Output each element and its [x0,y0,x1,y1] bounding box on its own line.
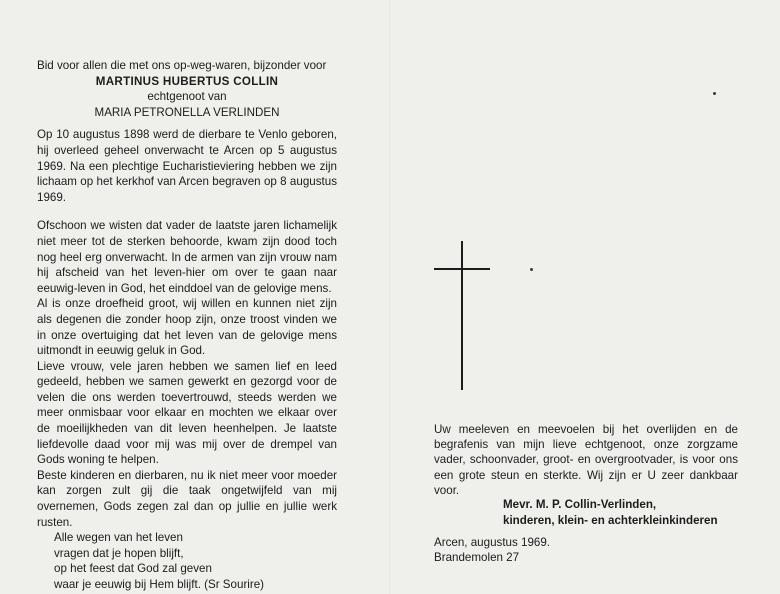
biography-text: Op 10 augustus 1898 werd de dierbare te Venlo geboren, hij overleed geheel onverwacht te Arcen op 5 augustus 1969. Na een plechtige Eucharistieviering hebben we zijn lichaam op het kerkhof van Arcen begraven op 8 augustus 1969. [37,128,337,204]
paragraph-3: Lieve vrouw, vele jaren hebben we samen lief en leed gedeeld, hebben we samen gewerkt en gezorgd voor de velen die ons werden toevertrouwd, steeds werden we meer onmisbaar voor elkaar en mochten we elkaar over de moeilijkheden van dit leven heenhelpen. Je laatste liefdevolle daad voor mij was mij over de drempel van Gods woning te helpen. [37,359,337,467]
speck [713,92,716,95]
card-fold [389,0,391,594]
place-date: Arcen, augustus 1969. [434,536,551,549]
poem-line: op het feest dat God zal geven [54,562,212,576]
right-panel [434,422,738,498]
paragraph-1: Ofschoon we wisten dat vader de laatste jaren lichamelijk niet meer tot de sterken behoorde, kwam zijn dood toch nog heel erg onverwacht. In de armen van zijn vrouw nam hij afscheid van het leven-hier om over te gaan naar eeuwig-leven in God, het einddoel van de gelovige mens. [37,219,337,295]
thanks-text: Uw meeleven en meevoelen bij het overlijden en de begrafenis van mijn lieve echtgenoot, onze zorgzame vader, schoonvader, groot- en overgrootvader, is voor ons een grote steun en sterkte. Wij zijn er U zeer dankbaar voor. [434,423,738,497]
spouse-label: echtgenoot van [147,90,227,104]
poem [37,530,337,592]
paragraph-4: Beste kinderen en dierbaren, nu ik niet meer voor moeder kan zorgen zult gij die taak ongetwijfeld van mij overnemen, Gods zegen zal dan op jullie en jullie werk rusten. [37,468,337,529]
speck [530,268,533,271]
signature-line: kinderen, klein- en achterkleinkinderen [503,514,718,527]
poem-line: Alle wegen van het leven [54,531,183,545]
place-block [434,535,550,565]
signature-line: Mevr. M. P. Collin-Verlinden, [503,498,657,511]
signature-block [503,497,718,529]
deceased-name: MARTINUS HUBERTUS COLLIN [95,74,279,88]
poem-line: waar je eeuwig bij Hem blijft. (Sr Sourire) [54,578,265,591]
intro-text: Bid voor allen die met ons op-weg-waren, bijzonder voor [37,59,327,72]
poem-line: vragen dat je hopen blijft, [54,546,184,560]
left-panel [37,58,337,593]
paragraph-2: Al is onze droefheid groot, wij willen en kunnen niet zijn als degenen die zonder hoop zijn, onze troost vinden we in onze overtuiging dat het leven van de gelovige mens uitmondt in eeuwig geluk in God. [37,297,337,358]
address: Brandemolen 27 [434,551,520,565]
spouse-name: MARIA PETRONELLA VERLINDEN [94,105,280,119]
